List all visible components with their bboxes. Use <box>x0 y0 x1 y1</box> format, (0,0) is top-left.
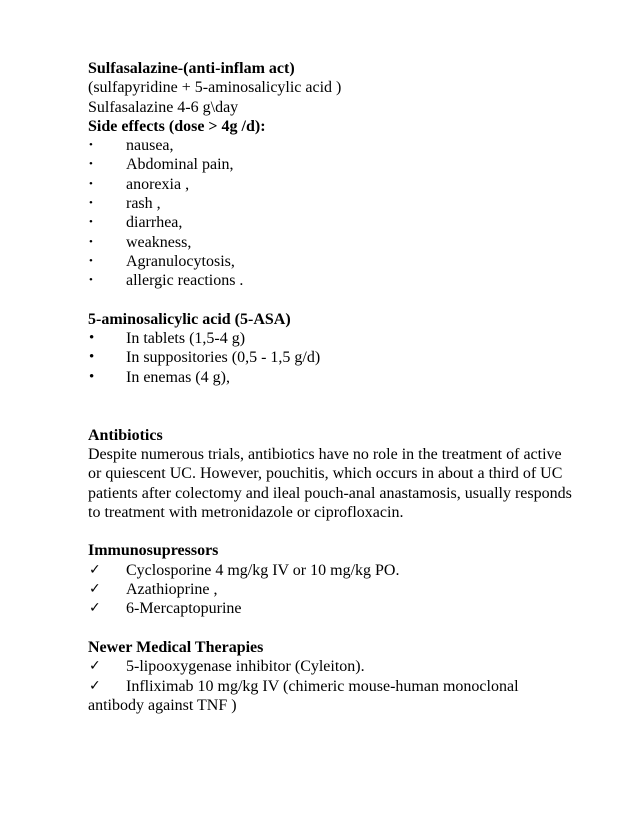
list-item <box>88 233 608 252</box>
side-effects-list <box>88 136 608 290</box>
document-page <box>88 59 608 715</box>
list-item <box>88 657 608 676</box>
immunosupressor-text: 6-Mercaptopurine <box>126 600 242 618</box>
side-effect-text: weakness, <box>126 233 192 251</box>
spacer <box>88 387 608 406</box>
list-item <box>88 580 608 599</box>
list-item <box>88 252 608 271</box>
sulfasalazine-composition: (sulfapyridine + 5-aminosalicylic acid ) <box>88 79 342 97</box>
bullet-icon: • <box>89 368 95 385</box>
bullet-icon: • <box>89 197 93 210</box>
list-item <box>88 599 608 618</box>
list-item <box>88 213 608 232</box>
bullet-icon: • <box>89 158 93 171</box>
asa-heading: 5-aminosalicylic acid (5-ASA) <box>88 310 291 328</box>
list-item <box>88 136 608 155</box>
newer-therapy-continuation: antibody against TNF ) <box>88 696 237 714</box>
side-effect-text: allergic reactions . <box>126 272 244 290</box>
paragraph-line: to treatment with metronidazole or ciprofloxacin. <box>88 503 404 521</box>
list-item <box>88 329 608 348</box>
bullet-icon: • <box>89 235 93 248</box>
immunosupressors-list <box>88 561 608 619</box>
list-item <box>88 561 608 580</box>
asa-form-text: In suppositories (0,5 - 1,5 g/d) <box>126 349 321 367</box>
list-item <box>88 271 608 290</box>
list-item <box>88 368 608 387</box>
newer-therapy-text: 5-lipooxygenase inhibitor (Cyleiton). <box>126 658 365 676</box>
bullet-icon: • <box>89 139 93 152</box>
bullet-icon: • <box>89 349 95 366</box>
bullet-icon: • <box>89 177 93 190</box>
bullet-icon: • <box>89 274 93 287</box>
list-item <box>88 155 608 174</box>
side-effect-text: anorexia , <box>126 175 190 193</box>
checkmark-icon: ✓ <box>89 677 101 694</box>
paragraph-line: patients after colectomy and ileal pouch-anal anastamosis, usually responds <box>88 484 572 502</box>
bullet-icon: • <box>89 216 93 229</box>
side-effect-text: diarrhea, <box>126 214 183 232</box>
immunosupressor-text: Azathioprine , <box>126 581 218 599</box>
list-item <box>88 348 608 367</box>
side-effects-heading: Side effects (dose > 4g /d): <box>88 117 266 135</box>
checkmark-icon: ✓ <box>89 600 101 617</box>
side-effect-text: Abdominal pain, <box>126 156 234 174</box>
side-effect-text: nausea, <box>126 137 174 155</box>
immunosupressors-heading: Immunosupressors <box>88 542 219 560</box>
spacer <box>88 406 608 425</box>
checkmark-icon: ✓ <box>89 561 101 578</box>
newer-therapies-heading: Newer Medical Therapies <box>88 638 264 656</box>
immunosupressor-text: Cyclosporine 4 mg/kg IV or 10 mg/kg PO. <box>126 561 400 579</box>
asa-form-text: In tablets (1,5-4 g) <box>126 330 246 348</box>
antibiotics-heading: Antibiotics <box>88 426 163 444</box>
antibiotics-paragraph <box>88 445 608 522</box>
bullet-icon: • <box>89 254 93 267</box>
checkmark-icon: ✓ <box>89 581 101 598</box>
sulfasalazine-heading: Sulfasalazine-(anti-inflam act) <box>88 60 295 77</box>
paragraph-line: Despite numerous trials, antibiotics have no role in the treatment of active <box>88 445 562 463</box>
bullet-icon: • <box>89 330 95 347</box>
side-effect-text: Agranulocytosis, <box>126 252 235 270</box>
list-item <box>88 677 608 696</box>
spacer <box>88 619 608 638</box>
spacer <box>88 291 608 310</box>
newer-therapy-text: Infliximab 10 mg/kg IV (chimeric mouse-human monoclonal <box>126 677 519 695</box>
list-item <box>88 194 608 213</box>
newer-therapies-list <box>88 657 608 696</box>
asa-forms-list <box>88 329 608 387</box>
sulfasalazine-dose: Sulfasalazine 4-6 g\day <box>88 98 239 116</box>
side-effect-text: rash , <box>126 195 161 213</box>
paragraph-line: or quiescent UC. However, pouchitis, which occurs in about a third of UC <box>88 465 563 483</box>
list-item <box>88 175 608 194</box>
asa-form-text: In enemas (4 g), <box>126 368 230 386</box>
spacer <box>88 522 608 541</box>
checkmark-icon: ✓ <box>89 658 101 675</box>
